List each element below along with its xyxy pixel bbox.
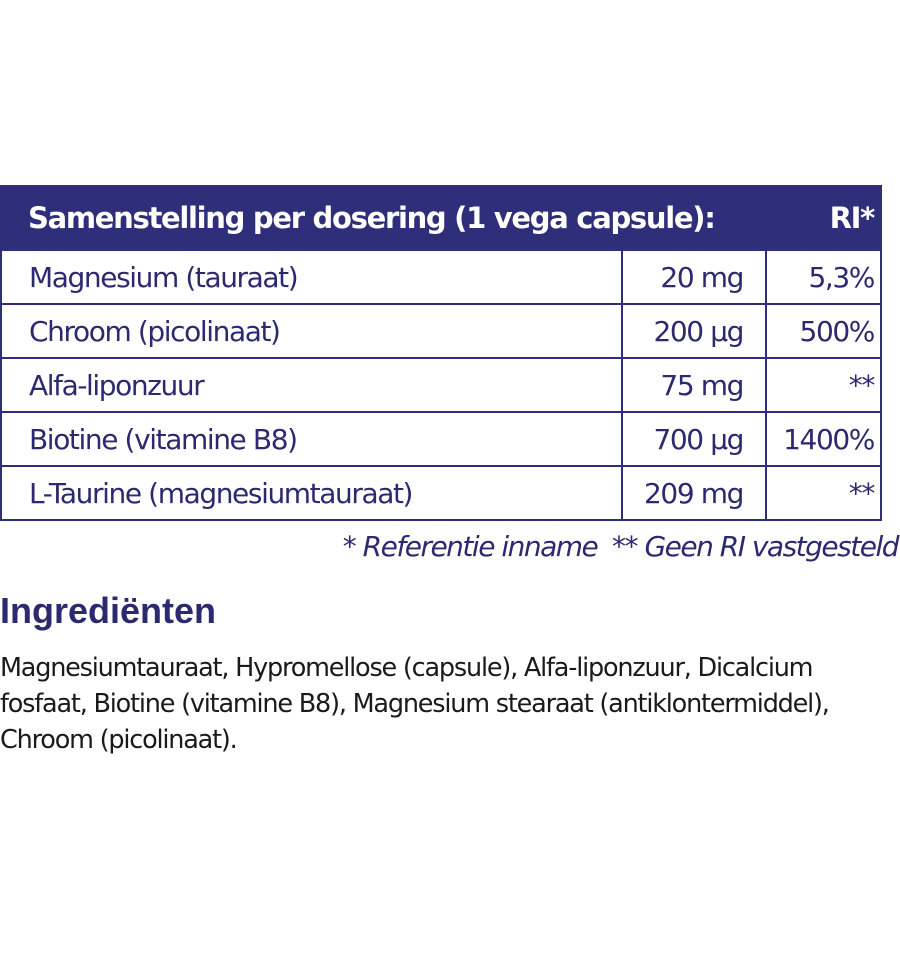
table-row <box>2 249 880 303</box>
table-header <box>2 187 880 249</box>
composition-table <box>0 185 882 521</box>
nutrient-ri: ** <box>848 476 874 510</box>
table-row <box>2 465 880 519</box>
nutrient-name: Chroom (picolinaat) <box>2 305 623 357</box>
nutrient-name: L-Taurine (magnesiumtauraat) <box>2 467 623 519</box>
nutrient-name: Biotine (vitamine B8) <box>2 413 623 465</box>
nutrient-amount: 200 µg <box>623 305 767 357</box>
table-header-ri: RI* <box>829 201 874 235</box>
nutrient-amount: 700 µg <box>623 413 767 465</box>
nutrient-ri: 500% <box>799 314 874 348</box>
nutrient-name: Alfa-liponzuur <box>2 359 623 411</box>
table-row <box>2 357 880 411</box>
ingredients-heading: Ingrediënten <box>0 590 217 631</box>
nutrient-amount: 20 mg <box>623 251 767 303</box>
nutrient-name: Magnesium (tauraat) <box>2 251 623 303</box>
nutrient-ri: 1400% <box>783 422 874 456</box>
table-row <box>2 411 880 465</box>
nutrient-amount: 209 mg <box>623 467 767 519</box>
table-footnote: * Referentie inname ** Geen RI vastgesteld <box>342 530 898 563</box>
table-row <box>2 303 880 357</box>
nutrient-ri: ** <box>848 368 874 402</box>
nutrient-amount: 75 mg <box>623 359 767 411</box>
nutrient-ri: 5,3% <box>808 260 874 294</box>
ingredients-text: Magnesiumtauraat, Hypromellose (capsule), Alfa-liponzuur, Dicalcium fosfaat, Biotine (vitamine B8), Magnesium stearaat (antiklontermiddel), Chroom (picolinaat). <box>0 653 829 755</box>
table-header-title: Samenstelling per dosering (1 vega capsule): <box>28 201 715 235</box>
